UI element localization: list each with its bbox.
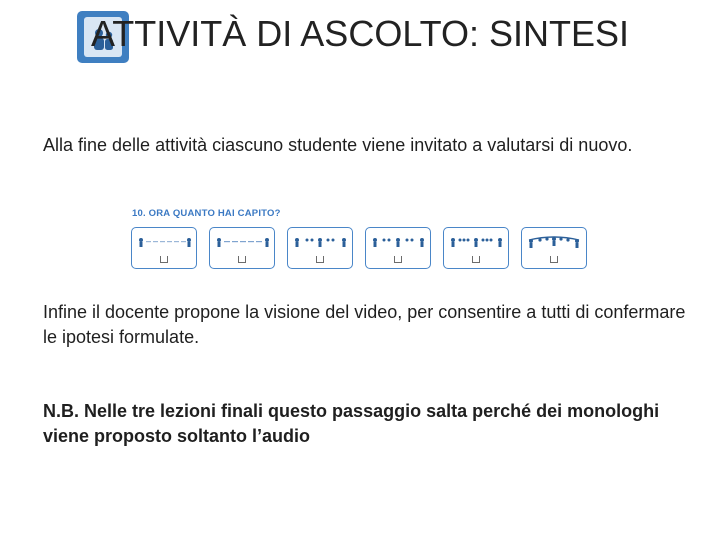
rating-option-5[interactable] bbox=[443, 227, 509, 269]
rating-options bbox=[131, 227, 591, 269]
rating-option-6[interactable] bbox=[521, 227, 587, 269]
intro-paragraph: Alla fine delle attività ciascuno studente viene invitato a valutarsi di nuovo. bbox=[43, 135, 633, 155]
note-paragraph: N.B. Nelle tre lezioni finali questo passaggio salta perché dei monologhi viene proposto soltanto l’audio bbox=[43, 401, 660, 446]
option-checkbox[interactable] bbox=[238, 256, 246, 263]
rating-option-1[interactable] bbox=[131, 227, 197, 269]
understanding-level-6-icon bbox=[525, 232, 583, 250]
video-paragraph: Infine il docente propone la visione del video, per consentire a tutti di confermare le ipotesi formulate. bbox=[43, 302, 686, 347]
option-checkbox[interactable] bbox=[160, 256, 168, 263]
page-title: ATTIVITÀ DI ASCOLTO: SINTESI bbox=[90, 13, 630, 54]
option-checkbox[interactable] bbox=[394, 256, 402, 263]
understanding-level-1-icon bbox=[135, 232, 193, 250]
understanding-level-2-icon bbox=[213, 232, 271, 250]
rating-option-2[interactable] bbox=[209, 227, 275, 269]
rating-option-4[interactable] bbox=[365, 227, 431, 269]
option-checkbox[interactable] bbox=[472, 256, 480, 263]
option-checkbox[interactable] bbox=[316, 256, 324, 263]
understanding-level-3-icon bbox=[291, 232, 349, 250]
question-title: 10. ORA QUANTO HAI CAPITO? bbox=[132, 208, 281, 219]
understanding-level-4-icon bbox=[369, 232, 427, 250]
option-checkbox[interactable] bbox=[550, 256, 558, 263]
understanding-level-5-icon bbox=[447, 232, 505, 250]
rating-option-3[interactable] bbox=[287, 227, 353, 269]
